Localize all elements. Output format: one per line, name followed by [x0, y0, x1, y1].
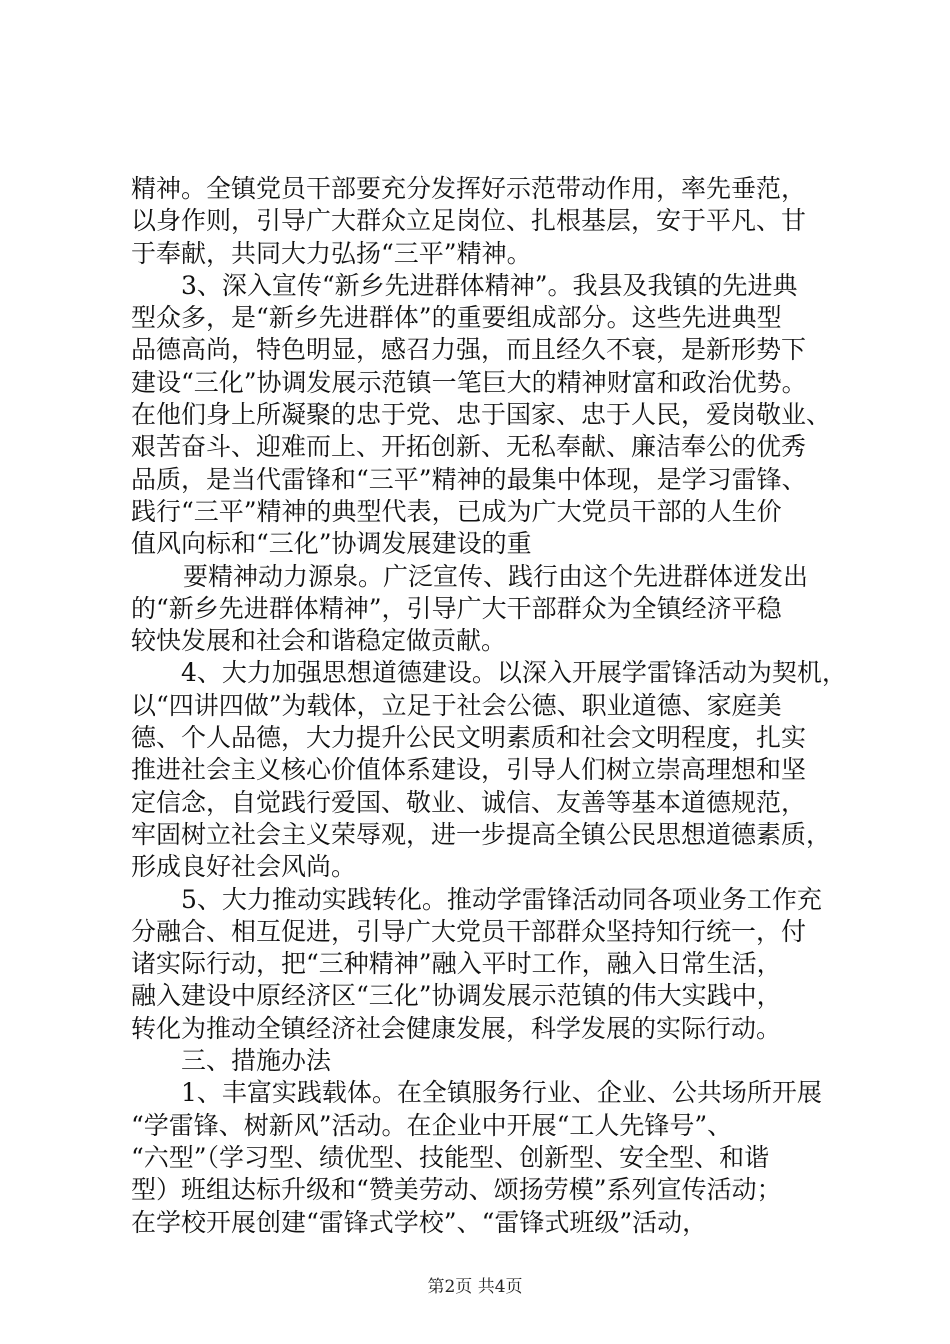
page-footer [0, 1276, 950, 1298]
text-line: 4、大力加强思想道德建设。以深入开展学雷锋活动为契机， [181, 658, 847, 688]
text-line: 分融合、相互促进，引导广大党员干部群众坚持知行统一，付 [131, 916, 807, 946]
section-heading: 三、措施办法 [181, 1046, 332, 1076]
text-line: 精神。全镇党员干部要充分发挥好示范带动作用，率先垂范， [131, 174, 807, 203]
text-line: 形成良好社会风尚。 [131, 852, 357, 882]
text-line: 较快发展和社会和谐稳定做贡献。 [131, 626, 507, 656]
text-line: 3、深入宣传“新乡先进群体精神”。我县及我镇的先进典 [181, 270, 798, 300]
text-line: 艰苦奋斗、迎难而上、开拓创新、无私奉献、廉洁奉公的优秀 [131, 432, 807, 462]
text-line: 转化为推动全镇经济社会健康发展，科学发展的实际行动。 [131, 1013, 782, 1043]
text-line: 品质，是当代雷锋和“三平”精神的最集中体现，是学习雷锋、 [131, 464, 807, 494]
text-line: 德、个人品德，大力提升公民文明素质和社会文明程度，扎实 [131, 723, 807, 753]
text-line: 于奉献，共同大力弘扬“三平”精神。 [131, 238, 532, 268]
text-line: 在学校开展创建“雷锋式学校”、“雷锋式班级”活动， [131, 1207, 708, 1237]
page-total: 共4页 [477, 1277, 523, 1297]
text-line: 践行“三平”精神的典型代表，已成为广大党员干部的人生价 [131, 496, 782, 526]
text-line: 型）班组达标升级和“赞美劳动、颂扬劳模”系列宣传活动； [131, 1175, 782, 1205]
text-line: 值风向标和“三化”协调发展建设的重 [131, 529, 532, 559]
text-line: 定信念，自觉践行爱国、敬业、诚信、友善等基本道德规范， [131, 787, 807, 817]
text-line: 以身作则，引导广大群众立足岗位、扎根基层，安于平凡、甘 [131, 206, 807, 236]
text-line: 以“四讲四做”为载体，立足于社会公德、职业道德、家庭美 [131, 690, 782, 720]
text-line: 品德高尚，特色明显，感召力强，而且经久不衰，是新形势下 [131, 335, 807, 365]
text-line: 要精神动力源泉。广泛宣传、践行由这个先进群体迸发出 [183, 561, 809, 591]
text-line: 1、丰富实践载体。在全镇服务行业、企业、公共场所开展 [181, 1078, 822, 1108]
text-line: “学雷锋、树新风”活动。在企业中开展“工人先锋号”、 [131, 1110, 733, 1140]
text-line: 诸实际行动，把“三种精神”融入平时工作，融入日常生活， [131, 949, 782, 979]
text-line: 在他们身上所凝聚的忠于党、忠于国家、忠于人民，爱岗敬业、 [131, 400, 832, 430]
text-line: 推进社会主义核心价值体系建设，引导人们树立崇高理想和坚 [131, 755, 807, 785]
text-line: 牢固树立社会主义荣辱观，进一步提高全镇公民思想道德素质， [131, 819, 832, 849]
page-number: 第2页 [427, 1277, 473, 1297]
text-line: 的“新乡先进群体精神”，引导广大干部群众为全镇经济平稳 [131, 593, 782, 623]
text-line: 型众多，是“新乡先进群体”的重要组成部分。这些先进典型 [131, 303, 782, 333]
text-line: 融入建设中原经济区“三化”协调发展示范镇的伟大实践中， [131, 981, 782, 1011]
text-line: “六型”（学习型、绩优型、技能型、创新型、安全型、和谐 [131, 1142, 770, 1172]
text-line: 5、大力推动实践转化。推动学雷锋活动同各项业务工作充 [181, 884, 822, 914]
document-body [131, 173, 847, 1239]
text-line: 建设“三化”协调发展示范镇一笔巨大的精神财富和政治优势。 [131, 367, 807, 397]
